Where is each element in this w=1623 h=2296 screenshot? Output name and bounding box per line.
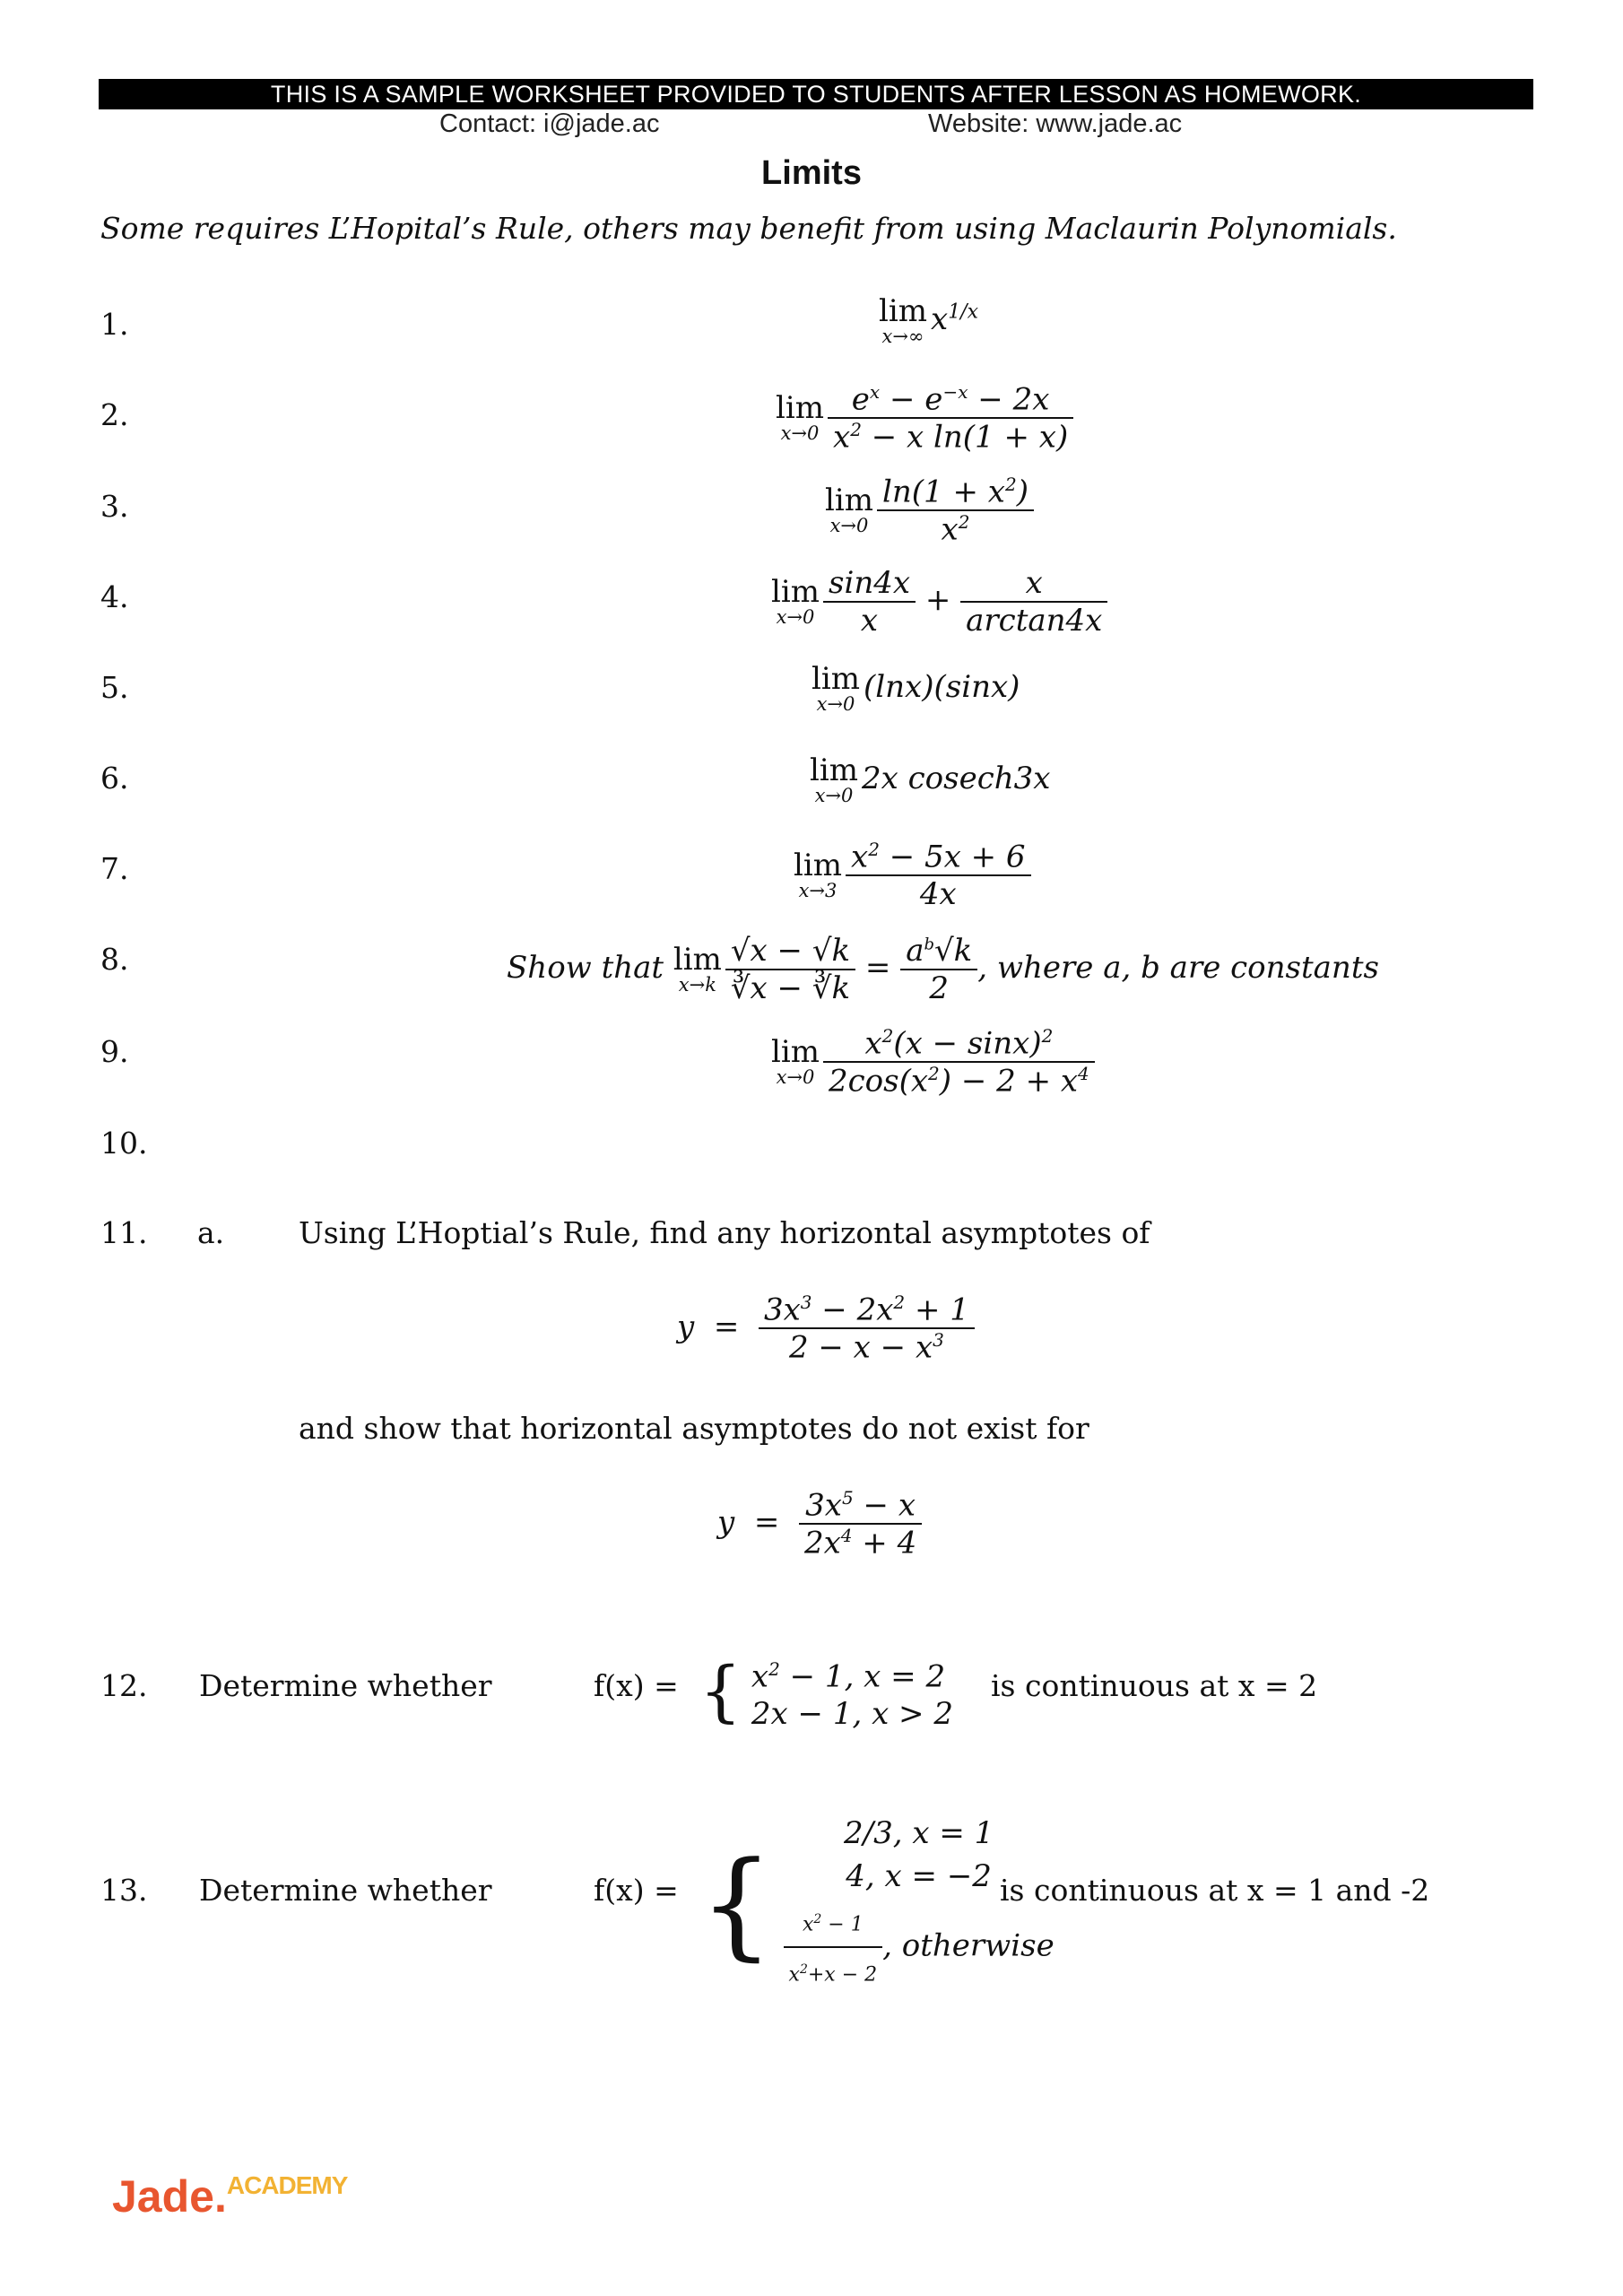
equation-4: lim x→0 $\frac{\sin 4x}{x}$ + $\frac{x}{\arctan 4x}$ xyxy=(771,565,1107,639)
equation-1: lim x→∞ $x^{1/x}$ xyxy=(879,293,979,347)
q13-lead: Determine whether xyxy=(199,1873,492,1908)
equation-7: lim x→3 $\frac{x^2 - 5x + 6}{4x}$ xyxy=(794,839,1031,912)
question-number: 5. xyxy=(100,670,129,705)
contact-email: Contact: i@jade.ac xyxy=(439,109,660,138)
equation-9: lim x→0 $\frac{x^2(x - \sin x)^2}{2\cos(x^2) - 2 + x^4}$ xyxy=(771,1025,1095,1100)
equation-11b: y = $\frac{3x^5 - x}{2x^4 + 4}$ xyxy=(717,1487,922,1561)
question-number: 9. xyxy=(100,1034,129,1069)
equation-5: lim x→0 (lnx)(sinx) xyxy=(812,661,1020,715)
contact-website: Website: www.jade.ac xyxy=(928,109,1183,138)
question-number: 11. xyxy=(100,1215,148,1250)
question-number: 8. xyxy=(100,942,129,977)
part-label: a. xyxy=(197,1215,225,1250)
question-number: 4. xyxy=(100,579,129,614)
equation-6: lim x→0 2x cosech3x xyxy=(810,752,1051,806)
page-title: Limits xyxy=(761,154,862,192)
question-number: 13. xyxy=(100,1873,148,1908)
equation-3: lim x→0 $\frac{\ln(1 + x^2)}{x^2}$ xyxy=(825,474,1034,548)
header-banner: THIS IS A SAMPLE WORKSHEET PROVIDED TO STUDENTS AFTER LESSON AS HOMEWORK. xyxy=(99,79,1533,109)
question-number: 2. xyxy=(100,397,129,432)
question-number: 7. xyxy=(100,851,129,886)
q11-text-2: and show that horizontal asymptotes do not exist for xyxy=(299,1411,1089,1446)
piecewise-13: { 2/3, x = 1 4, x = −2 $\frac{x^2 - 1}{x^2+x - 2}$ , otherwise xyxy=(699,1815,1055,1987)
question-number: 1. xyxy=(100,307,129,342)
q13-fx: f(x) = xyxy=(594,1873,679,1908)
equation-11a: y = $\frac{3x^3 - 2x^2 + 1}{2 - x - x^3}$ xyxy=(677,1292,975,1366)
logo-sub: ACADEMY xyxy=(226,2171,348,2199)
question-number: 3. xyxy=(100,489,129,524)
q11-text-1: Using L’Hoptial’s Rule, find any horizontal asymptotes of xyxy=(299,1215,1150,1250)
q12-fx: f(x) = xyxy=(594,1668,679,1703)
q13-tail: is continuous at x = 1 and -2 xyxy=(1000,1873,1430,1908)
equation-2: lim x→0 $\frac{e^x - e^{-x} - 2x}{x^2 - x \ln(1 + x)}$ xyxy=(776,381,1073,456)
q12-lead: Determine whether xyxy=(199,1668,492,1703)
q12-tail: is continuous at x = 2 xyxy=(991,1668,1318,1703)
subtitle: Some requires L’Hopital’s Rule, others may benefit from using Maclaurin Polynomials. xyxy=(100,211,1397,246)
logo-main: Jade. xyxy=(112,2171,227,2222)
equation-8: Show that lim x→k $\frac{√x - √k}{∛x - ∛k}$ = $\frac{a^b√k}{2}$ , where a, b are constants xyxy=(507,933,1379,1006)
question-number: 6. xyxy=(100,761,129,796)
question-number: 10. xyxy=(100,1126,148,1161)
logo xyxy=(112,2170,347,2222)
piecewise-12: { $x^2 - 1$, x = 2 2x − 1, x > 2 xyxy=(699,1653,953,1733)
question-number: 12. xyxy=(100,1668,148,1703)
